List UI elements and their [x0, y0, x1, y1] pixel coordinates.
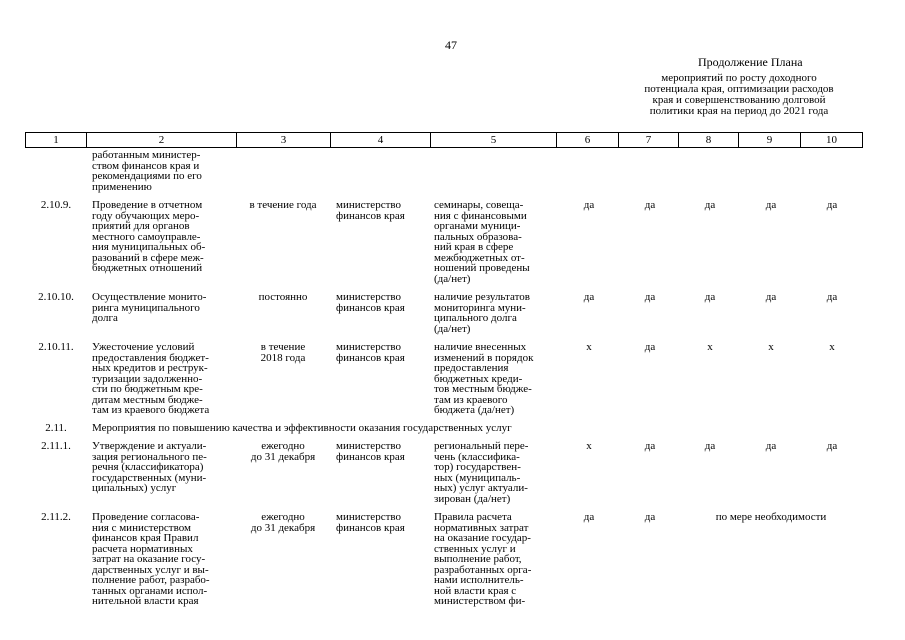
row-1-responsible: министерство финансов края	[336, 199, 405, 222]
row-3-number: 2.10.11.	[38, 341, 74, 353]
col-header-9: 9	[739, 133, 801, 148]
row-6-responsible: министерство финансов края	[336, 511, 405, 534]
row-6-deadline: ежегодно до 31 декабря	[250, 511, 316, 534]
row-3-col9: x	[768, 341, 774, 353]
row-5-responsible: министерство финансов края	[336, 440, 405, 463]
col-header-10: 10	[801, 133, 863, 148]
row-3-description: Ужесточение условий предоставления бюджет- ных кредитов и реструк- туризации задолженно- сти по бюджетным кре- дитам местным бюдже- там из краевого бюджета	[92, 341, 210, 416]
row-3-deadline: в течение 2018 года	[260, 341, 306, 364]
col-header-7: 7	[619, 133, 679, 148]
row-3-col8: x	[707, 341, 713, 353]
row-2-col8: да	[704, 291, 716, 303]
row-1-col9: да	[765, 199, 777, 211]
row-6-col6: да	[583, 511, 595, 523]
row-1-col10: да	[826, 199, 838, 211]
row-3-col7: да	[644, 341, 656, 353]
row-6-indicator: Правила расчета нормативных затрат на оказание государ- ственных услуг и выполнение работ, разработанных орга- нами исполнитель- ной власти края с министерством фи-	[434, 511, 532, 607]
section-number: 2.11.	[45, 422, 67, 434]
continuation-title: Продолжение Плана	[698, 55, 803, 69]
col-header-3: 3	[237, 133, 331, 148]
row-2-responsible: министерство финансов края	[336, 291, 405, 314]
row-0-description: работанным министер- ством финансов края и рекомендациями по его применению	[92, 149, 202, 193]
section-title: Мероприятия по повышению качества и эффективности оказания государственных услуг	[92, 422, 512, 434]
row-6-number: 2.11.2.	[41, 511, 71, 523]
row-1-description: Проведение в отчетном году обучающих меро- приятий для органов местного самоуправле- ния муниципальных об- разований в сфере меж- бюджетных отношений	[92, 199, 206, 274]
col-header-4: 4	[331, 133, 431, 148]
col-header-6: 6	[557, 133, 619, 148]
page-number: 47	[445, 38, 457, 52]
row-2-col7: да	[644, 291, 656, 303]
row-1-number: 2.10.9.	[40, 199, 72, 211]
column-header-table	[25, 132, 863, 148]
row-5-col10: да	[826, 440, 838, 452]
row-1-col7: да	[644, 199, 656, 211]
row-3-responsible: министерство финансов края	[336, 341, 405, 364]
row-5-number: 2.11.1.	[41, 440, 71, 452]
row-3-col6: x	[586, 341, 592, 353]
row-2-number: 2.10.10.	[38, 291, 74, 303]
row-2-indicator: наличие результатов мониторинга муни- ципального долга (да/нет)	[434, 291, 530, 335]
row-1-indicator: семинары, совеща- ния с финансовыми органами муници- пальных образова- ний края в сфере межбюджетных от- ношений проведены (да/нет)	[434, 199, 530, 285]
row-2-col6: да	[583, 291, 595, 303]
row-3-col10: x	[829, 341, 835, 353]
row-5-deadline: ежегодно до 31 декабря	[250, 440, 316, 463]
col-header-2: 2	[87, 133, 237, 148]
plan-subtitle: мероприятий по росту доходного потенциала края, оптимизации расходов края и совершенствованию долговой политики края на период до 2021 года	[644, 72, 834, 117]
row-3-indicator: наличие внесенных изменений в порядок предоставления бюджетных креди- тов местным бюдже- там из краевого бюджета (да/нет)	[434, 341, 534, 416]
row-6-description: Проведение согласова- ния с министерством финансов края Правил расчета нормативных затрат на оказание госу- дарственных услуг и вы- полнение работ, разрабо- танных органами испол- нительной власти края	[92, 511, 210, 607]
row-2-deadline: постоянно	[258, 291, 308, 303]
row-5-col9: да	[765, 440, 777, 452]
row-5-col7: да	[644, 440, 656, 452]
col-header-1: 1	[26, 133, 87, 148]
row-5-indicator: региональный пере- чень (классифика- тор) государствен- ных (муниципаль- ных) услуг актуали- зирован (да/нет)	[434, 440, 529, 505]
row-6-col8-10: по мере необходимости	[715, 511, 827, 523]
row-2-description: Осуществление монито- ринга муниципального долга	[92, 291, 207, 324]
row-5-description: Утверждение и актуали- зация регионального пе- речня (классификатора) государственных (муни- ципальных) услуг	[92, 440, 207, 494]
col-header-5: 5	[431, 133, 557, 148]
row-6-col7: да	[644, 511, 656, 523]
row-5-col8: да	[704, 440, 716, 452]
row-2-col10: да	[826, 291, 838, 303]
row-1-col8: да	[704, 199, 716, 211]
row-1-col6: да	[583, 199, 595, 211]
row-2-col9: да	[765, 291, 777, 303]
row-5-col6: x	[586, 440, 592, 452]
col-header-8: 8	[679, 133, 739, 148]
row-1-deadline: в течение года	[249, 199, 317, 211]
